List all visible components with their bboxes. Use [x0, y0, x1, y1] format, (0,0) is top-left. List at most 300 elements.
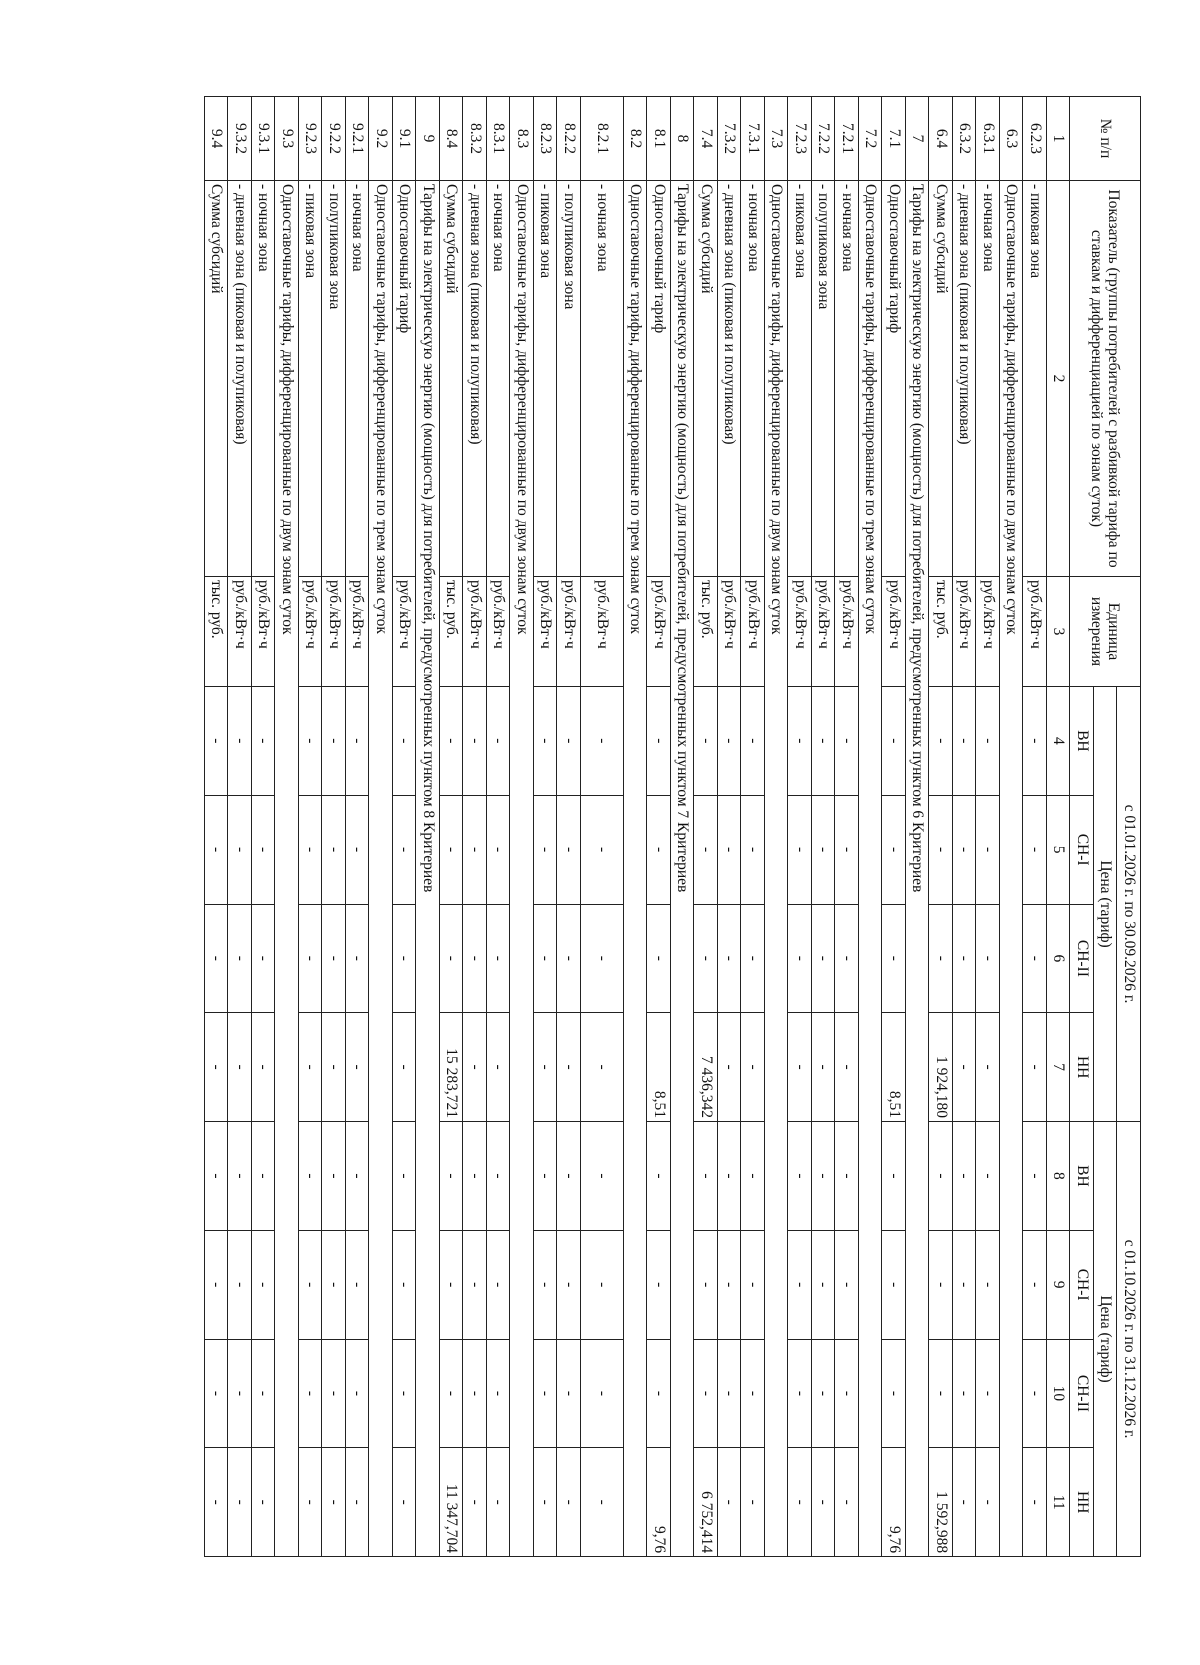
value-cell: - — [346, 687, 370, 796]
table-row — [252, 97, 276, 1557]
indicator-name: - дневная зона (пиковая и полупиковая) — [463, 181, 487, 577]
value-cell: - — [299, 904, 323, 1013]
value-cell: - — [440, 1122, 464, 1231]
table-row — [510, 97, 534, 1557]
value-cell: - — [1023, 795, 1047, 904]
value-cell: - — [581, 795, 624, 904]
value-cell: - — [718, 1339, 742, 1448]
value-cell: 15 283,721 — [440, 1013, 464, 1122]
unit-cell: руб./кВт·ч — [741, 577, 765, 687]
value-cell: - — [252, 687, 276, 796]
row-number: 9.3.2 — [228, 97, 252, 181]
value-cell: - — [741, 1122, 765, 1231]
value-cell: - — [557, 1122, 581, 1231]
table-row — [205, 97, 229, 1557]
indicator-name: - полупиковая зона — [557, 181, 581, 577]
value-cell: 6 752,414 — [694, 1448, 718, 1557]
indicator-name: - полупиковая зона — [322, 181, 346, 577]
value-cell: - — [228, 1448, 252, 1557]
indicator-name: Сумма субсидий — [929, 181, 953, 577]
value-cell: - — [647, 904, 671, 1013]
value-cell: - — [835, 795, 859, 904]
table-row — [322, 97, 346, 1557]
value-cell: - — [228, 1122, 252, 1231]
row-number: 7.3.2 — [718, 97, 742, 181]
unit-cell: руб./кВт·ч — [463, 577, 487, 687]
value-cell: - — [346, 1339, 370, 1448]
value-cell: 1 924,180 — [929, 1013, 953, 1122]
row-number: 6.3 — [1000, 97, 1024, 181]
row-number: 9.4 — [205, 97, 229, 181]
row-number: 7.1 — [882, 97, 906, 181]
indicator-name: - ночная зона — [252, 181, 276, 577]
table-row — [369, 97, 393, 1557]
header-indicator: Показатель (группы потребителей с разбивкой тарифа по ставкам и дифференциацией по зонам суток) — [1070, 181, 1141, 577]
value-cell: - — [581, 1122, 624, 1231]
value-cell: - — [835, 1339, 859, 1448]
value-cell: - — [534, 1013, 558, 1122]
value-cell: - — [812, 1122, 836, 1231]
row-number: 8.3 — [510, 97, 534, 181]
row-number: 9.1 — [393, 97, 417, 181]
value-cell: - — [534, 904, 558, 1013]
value-cell: - — [812, 1448, 836, 1557]
section-title: Тарифы на электрическую энергию (мощность) для потребителей, предусмотренных пунктом 8 Критериев — [416, 181, 440, 1557]
value-cell: - — [976, 904, 1000, 1013]
value-cell: 11 347,704 — [440, 1448, 464, 1557]
row-number: 7 — [906, 97, 930, 181]
row-number: 7.2.1 — [835, 97, 859, 181]
unit-cell: руб./кВт·ч — [581, 577, 624, 687]
table-row — [953, 97, 977, 1557]
unit-cell: руб./кВт·ч — [718, 577, 742, 687]
row-number: 9 — [416, 97, 440, 181]
tariff-table — [204, 96, 1141, 1557]
value-cell: - — [346, 1013, 370, 1122]
rotated-page — [88, 96, 1141, 1556]
section-title: Тарифы на электрическую энергию (мощность) для потребителей, предусмотренных пунктом 7 Критериев — [671, 181, 695, 1557]
table-row — [976, 97, 1000, 1557]
table-row — [906, 97, 930, 1557]
column-number: 6 — [1047, 904, 1071, 1013]
value-cell: - — [346, 1122, 370, 1231]
value-cell: 9,76 — [882, 1448, 906, 1557]
value-cell: - — [322, 687, 346, 796]
column-number: 3 — [1047, 577, 1071, 687]
value-cell: - — [557, 1448, 581, 1557]
table-row — [1023, 97, 1047, 1557]
table-row — [346, 97, 370, 1557]
value-cell: - — [205, 1339, 229, 1448]
value-cell: - — [557, 1013, 581, 1122]
header-level: ВН — [1070, 1122, 1094, 1231]
value-cell: - — [741, 1339, 765, 1448]
column-number: 9 — [1047, 1230, 1071, 1339]
value-cell: - — [882, 1339, 906, 1448]
unit-cell: руб./кВт·ч — [882, 577, 906, 687]
value-cell: 8,51 — [882, 1013, 906, 1122]
row-number: 6.3.1 — [976, 97, 1000, 181]
value-cell: - — [534, 687, 558, 796]
header-level: ВН — [1070, 687, 1094, 796]
value-cell: - — [718, 1448, 742, 1557]
unit-cell: руб./кВт·ч — [299, 577, 323, 687]
value-cell: - — [205, 1230, 229, 1339]
value-cell: - — [976, 1013, 1000, 1122]
indicator-name: Сумма субсидий — [205, 181, 229, 577]
value-cell: - — [252, 1230, 276, 1339]
value-cell: - — [882, 904, 906, 1013]
table-row — [859, 97, 883, 1557]
value-cell: - — [976, 1339, 1000, 1448]
header-num: № п/п — [1070, 97, 1141, 181]
table-body — [205, 97, 1047, 1557]
row-number: 8.3.2 — [463, 97, 487, 181]
section-title: Одноставочные тарифы, дифференцированные по двум зонам суток — [1000, 181, 1024, 1557]
value-cell: - — [694, 1122, 718, 1231]
row-number: 8.1 — [647, 97, 671, 181]
value-cell: - — [557, 687, 581, 796]
unit-cell: руб./кВт·ч — [788, 577, 812, 687]
row-number: 7.3.1 — [741, 97, 765, 181]
value-cell: - — [440, 687, 464, 796]
value-cell: - — [322, 1013, 346, 1122]
value-cell: - — [228, 1013, 252, 1122]
value-cell: - — [929, 687, 953, 796]
value-cell: - — [393, 1230, 417, 1339]
value-cell: - — [252, 1013, 276, 1122]
value-cell: - — [1023, 1448, 1047, 1557]
value-cell: - — [835, 1122, 859, 1231]
value-cell: - — [393, 1013, 417, 1122]
value-cell: - — [393, 1122, 417, 1231]
value-cell: - — [976, 1122, 1000, 1231]
value-cell: - — [741, 1230, 765, 1339]
value-cell: - — [205, 795, 229, 904]
column-number: 1 — [1047, 97, 1071, 181]
value-cell: - — [953, 795, 977, 904]
value-cell: - — [487, 1448, 511, 1557]
row-number: 9.3 — [275, 97, 299, 181]
value-cell: - — [647, 687, 671, 796]
value-cell: - — [835, 687, 859, 796]
value-cell: - — [835, 1448, 859, 1557]
table-row — [741, 97, 765, 1557]
section-title: Одноставочные тарифы, дифференцированные по двум зонам суток — [510, 181, 534, 1557]
value-cell: - — [788, 795, 812, 904]
value-cell: - — [463, 795, 487, 904]
table-row — [534, 97, 558, 1557]
value-cell: - — [322, 1339, 346, 1448]
row-number: 9.3.1 — [252, 97, 276, 181]
row-number: 8.4 — [440, 97, 464, 181]
row-number: 9.2.2 — [322, 97, 346, 181]
table-row — [275, 97, 299, 1557]
section-title: Одноставочные тарифы, дифференцированные по двум зонам суток — [275, 181, 299, 1557]
value-cell: - — [534, 1122, 558, 1231]
indicator-name: - ночная зона — [346, 181, 370, 577]
value-cell: - — [835, 1230, 859, 1339]
table-row — [671, 97, 695, 1557]
value-cell: - — [718, 904, 742, 1013]
value-cell: 1 592,988 — [929, 1448, 953, 1557]
value-cell: - — [346, 1230, 370, 1339]
value-cell: - — [788, 687, 812, 796]
value-cell: - — [647, 1230, 671, 1339]
table-row — [1000, 97, 1024, 1557]
value-cell: - — [1023, 687, 1047, 796]
column-number: 8 — [1047, 1122, 1071, 1231]
row-number: 6.2.3 — [1023, 97, 1047, 181]
value-cell: - — [299, 1230, 323, 1339]
value-cell: - — [953, 1013, 977, 1122]
value-cell: - — [581, 1339, 624, 1448]
row-number: 8 — [671, 97, 695, 181]
table-row — [416, 97, 440, 1557]
value-cell: - — [882, 1122, 906, 1231]
row-number: 7.2 — [859, 97, 883, 181]
value-cell: - — [812, 795, 836, 904]
unit-cell: руб./кВт·ч — [393, 577, 417, 687]
table-row — [718, 97, 742, 1557]
value-cell: - — [299, 795, 323, 904]
value-cell: - — [929, 1122, 953, 1231]
value-cell: - — [581, 687, 624, 796]
section-title: Одноставочные тарифы, дифференцированные по трем зонам суток — [859, 181, 883, 1557]
value-cell: - — [440, 795, 464, 904]
value-cell: - — [322, 795, 346, 904]
value-cell: - — [534, 1230, 558, 1339]
row-number: 9.2 — [369, 97, 393, 181]
unit-cell: руб./кВт·ч — [346, 577, 370, 687]
header-level: НН — [1070, 1448, 1094, 1557]
value-cell: - — [741, 795, 765, 904]
value-cell: - — [463, 1448, 487, 1557]
value-cell: - — [581, 1230, 624, 1339]
value-cell: - — [299, 1339, 323, 1448]
indicator-name: - ночная зона — [581, 181, 624, 577]
indicator-name: - дневная зона (пиковая и полупиковая) — [228, 181, 252, 577]
value-cell: - — [647, 795, 671, 904]
value-cell: - — [205, 904, 229, 1013]
header-level: СН-II — [1070, 1339, 1094, 1448]
value-cell: - — [1023, 1013, 1047, 1122]
value-cell: - — [718, 1122, 742, 1231]
table-row — [557, 97, 581, 1557]
value-cell: - — [788, 1448, 812, 1557]
indicator-name: - пиковая зона — [788, 181, 812, 577]
table-row — [299, 97, 323, 1557]
value-cell: - — [299, 1448, 323, 1557]
unit-cell: руб./кВт·ч — [228, 577, 252, 687]
unit-cell: тыс. руб. — [694, 577, 718, 687]
column-number: 2 — [1047, 181, 1071, 577]
header-period-1: с 01.01.2026 г. по 30.09.2026 г. — [1117, 687, 1141, 1122]
header-level: НН — [1070, 1013, 1094, 1122]
indicator-name: - ночная зона — [835, 181, 859, 577]
table-row — [812, 97, 836, 1557]
value-cell: - — [929, 1230, 953, 1339]
value-cell: 9,76 — [647, 1448, 671, 1557]
indicator-name: Сумма субсидий — [440, 181, 464, 577]
value-cell: - — [346, 795, 370, 904]
value-cell: - — [487, 1230, 511, 1339]
value-cell: - — [534, 795, 558, 904]
value-cell: - — [228, 1339, 252, 1448]
row-number: 7.2.2 — [812, 97, 836, 181]
value-cell: - — [463, 1013, 487, 1122]
value-cell: - — [463, 904, 487, 1013]
value-cell: - — [882, 1230, 906, 1339]
header-price-2: Цена (тариф) — [1094, 1122, 1118, 1557]
row-number: 9.2.1 — [346, 97, 370, 181]
value-cell: - — [694, 1339, 718, 1448]
value-cell: - — [718, 795, 742, 904]
value-cell: - — [812, 1339, 836, 1448]
value-cell: - — [322, 1230, 346, 1339]
header-level: СН-I — [1070, 795, 1094, 904]
value-cell: - — [487, 687, 511, 796]
value-cell: - — [252, 795, 276, 904]
column-number: 11 — [1047, 1448, 1071, 1557]
value-cell: - — [440, 904, 464, 1013]
table-row — [393, 97, 417, 1557]
unit-cell: руб./кВт·ч — [534, 577, 558, 687]
unit-cell: руб./кВт·ч — [252, 577, 276, 687]
row-number: 6.3.2 — [953, 97, 977, 181]
value-cell: - — [812, 1230, 836, 1339]
value-cell: - — [228, 795, 252, 904]
value-cell: - — [252, 1448, 276, 1557]
unit-cell: руб./кВт·ч — [1023, 577, 1047, 687]
value-cell: - — [976, 1448, 1000, 1557]
value-cell: - — [647, 1122, 671, 1231]
value-cell: - — [741, 904, 765, 1013]
value-cell: - — [487, 1122, 511, 1231]
value-cell: - — [882, 687, 906, 796]
value-cell: - — [741, 1013, 765, 1122]
row-number: 7.2.3 — [788, 97, 812, 181]
value-cell: - — [534, 1339, 558, 1448]
column-number: 4 — [1047, 687, 1071, 796]
value-cell: - — [463, 1230, 487, 1339]
row-number: 8.2.1 — [581, 97, 624, 181]
value-cell: - — [953, 904, 977, 1013]
row-number: 7.3 — [765, 97, 789, 181]
unit-cell: руб./кВт·ч — [953, 577, 977, 687]
value-cell: - — [557, 795, 581, 904]
value-cell: - — [953, 1122, 977, 1231]
header-price-1: Цена (тариф) — [1094, 687, 1118, 1122]
column-number: 7 — [1047, 1013, 1071, 1122]
indicator-name: - пиковая зона — [299, 181, 323, 577]
value-cell: - — [346, 1448, 370, 1557]
value-cell: - — [252, 1339, 276, 1448]
value-cell: - — [929, 1339, 953, 1448]
value-cell: - — [953, 1230, 977, 1339]
value-cell: - — [788, 1013, 812, 1122]
indicator-name: Сумма субсидий — [694, 181, 718, 577]
value-cell: - — [205, 1013, 229, 1122]
header-unit: Единица измерения — [1070, 577, 1141, 687]
value-cell: - — [788, 1230, 812, 1339]
table-row — [694, 97, 718, 1557]
value-cell: - — [463, 687, 487, 796]
table-row — [835, 97, 859, 1557]
unit-cell: тыс. руб. — [440, 577, 464, 687]
value-cell: - — [1023, 904, 1047, 1013]
value-cell: - — [205, 1448, 229, 1557]
table-row — [788, 97, 812, 1557]
table-row — [228, 97, 252, 1557]
section-title: Тарифы на электрическую энергию (мощность) для потребителей, предусмотренных пунктом 6 Критериев — [906, 181, 930, 1557]
value-cell: - — [741, 1448, 765, 1557]
table-row — [487, 97, 511, 1557]
value-cell: - — [487, 1339, 511, 1448]
row-number: 8.2 — [624, 97, 648, 181]
value-cell: - — [252, 904, 276, 1013]
unit-cell: руб./кВт·ч — [557, 577, 581, 687]
indicator-name: Одноставочный тариф — [647, 181, 671, 577]
value-cell: - — [976, 1230, 1000, 1339]
value-cell: - — [205, 687, 229, 796]
value-cell: - — [557, 1230, 581, 1339]
value-cell: - — [929, 795, 953, 904]
value-cell: - — [487, 795, 511, 904]
value-cell: - — [393, 1339, 417, 1448]
unit-cell: руб./кВт·ч — [647, 577, 671, 687]
value-cell: - — [812, 687, 836, 796]
value-cell: - — [534, 1448, 558, 1557]
value-cell: - — [557, 904, 581, 1013]
table-row — [882, 97, 906, 1557]
value-cell: - — [557, 1339, 581, 1448]
column-number: 10 — [1047, 1339, 1071, 1448]
unit-cell: руб./кВт·ч — [322, 577, 346, 687]
value-cell: - — [694, 904, 718, 1013]
indicator-name: - пиковая зона — [1023, 181, 1047, 577]
value-cell: - — [929, 904, 953, 1013]
value-cell: - — [718, 1230, 742, 1339]
table-row — [581, 97, 624, 1557]
value-cell: - — [393, 904, 417, 1013]
table-row — [929, 97, 953, 1557]
value-cell: - — [976, 687, 1000, 796]
value-cell: - — [812, 1013, 836, 1122]
value-cell: 7 436,342 — [694, 1013, 718, 1122]
value-cell: - — [487, 1013, 511, 1122]
section-title: Одноставочные тарифы, дифференцированные по трем зонам суток — [624, 181, 648, 1557]
value-cell: - — [463, 1122, 487, 1231]
value-cell: - — [1023, 1122, 1047, 1231]
value-cell: - — [976, 795, 1000, 904]
header-period-2: с 01.10.2026 г. по 31.12.2026 г. — [1117, 1122, 1141, 1557]
unit-cell: руб./кВт·ч — [976, 577, 1000, 687]
value-cell: - — [346, 904, 370, 1013]
row-number: 9.2.3 — [299, 97, 323, 181]
header-level: СН-I — [1070, 1230, 1094, 1339]
indicator-name: - ночная зона — [976, 181, 1000, 577]
value-cell: - — [299, 1122, 323, 1231]
table-row — [463, 97, 487, 1557]
unit-cell: тыс. руб. — [929, 577, 953, 687]
value-cell: - — [788, 1339, 812, 1448]
value-cell: - — [252, 1122, 276, 1231]
value-cell: - — [718, 1013, 742, 1122]
indicator-name: - дневная зона (пиковая и полупиковая) — [718, 181, 742, 577]
unit-cell: руб./кВт·ч — [812, 577, 836, 687]
value-cell: - — [228, 904, 252, 1013]
